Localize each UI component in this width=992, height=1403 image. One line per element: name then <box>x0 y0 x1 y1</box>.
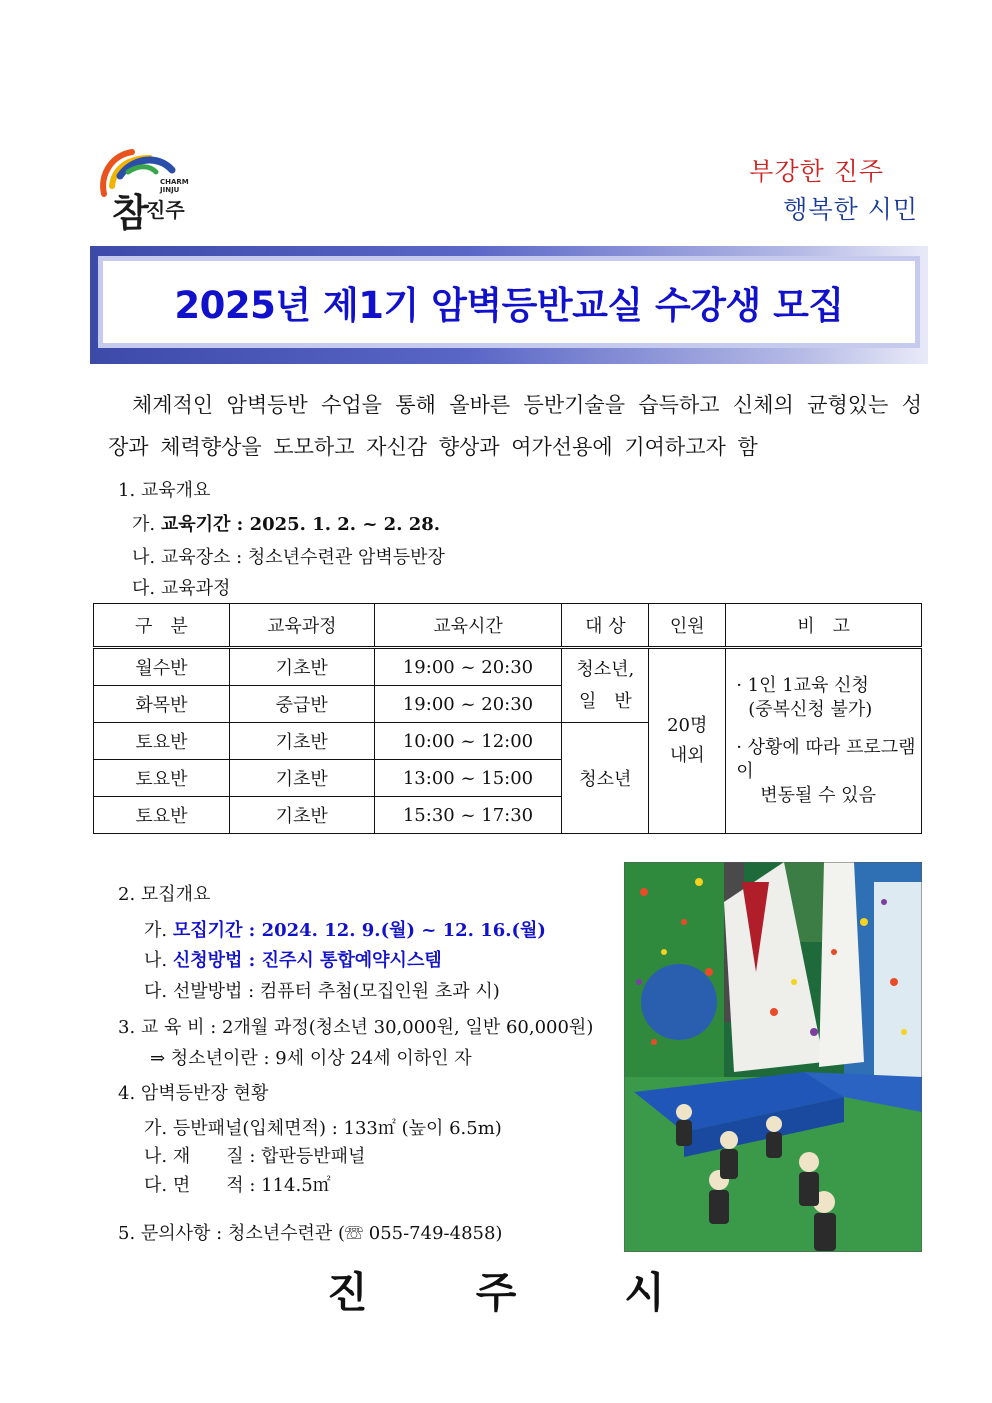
header-note: 비 고 <box>726 604 922 648</box>
cell-division: 토요반 <box>94 760 230 797</box>
section2-heading: 2. 모집개요 <box>118 884 211 905</box>
logo-ko-rest: 진주 <box>146 198 185 222</box>
section2-item-c: 다. 선발방법 : 컴퓨터 추첨(모집인원 초과 시) <box>144 981 500 1002</box>
cell-division: 토요반 <box>94 723 230 760</box>
section3-sub: ⇒ 청소년이란 : 9세 이상 24세 이하인 자 <box>150 1048 472 1069</box>
logo-en-line1: CHARM <box>160 178 189 186</box>
section4-item-a: 가. 등반패널(입체면적) : 133㎡ (높이 6.5m) <box>144 1118 502 1139</box>
climbing-wall-image <box>624 862 922 1252</box>
cell-course: 기초반 <box>229 648 374 686</box>
city-logo <box>98 146 198 235</box>
cell-course: 기초반 <box>229 797 374 834</box>
target-1-line2: 일 반 <box>578 690 632 712</box>
section3-line: 3. 교 육 비 : 2개월 과정(청소년 30,000원, 일반 60,000원) <box>118 1017 594 1038</box>
schedule-table <box>93 603 922 834</box>
cell-target-1 <box>562 648 649 723</box>
table-header-row <box>94 604 922 648</box>
section2-item-a <box>144 916 546 942</box>
cell-division: 월수반 <box>94 648 230 686</box>
capacity-line1: 20명 <box>667 715 708 736</box>
slogan-line2: 행복한 시민 <box>783 195 918 224</box>
cell-time: 10:00 ~ 12:00 <box>374 723 562 760</box>
cell-course: 중급반 <box>229 686 374 723</box>
section2-b-text: 신청방법 : 진주시 통합예약시스템 <box>172 950 442 971</box>
cell-time: 15:30 ~ 17:30 <box>374 797 562 834</box>
cell-course: 기초반 <box>229 760 374 797</box>
contact-line: 5. 문의사항 : 청소년수련관 (☏ 055-749-4858) <box>118 1223 503 1244</box>
note-2-line2: 변동될 수 있음 <box>760 785 876 806</box>
note-1-line2: (중복신청 불가) <box>748 699 873 720</box>
section1-item-c: 다. 교육과정 <box>132 578 231 599</box>
table-row <box>94 648 922 686</box>
header-target: 대 상 <box>562 604 649 648</box>
cell-division: 토요반 <box>94 797 230 834</box>
header-capacity: 인원 <box>649 604 726 648</box>
intro-paragraph: 체계적인 암벽등반 수업을 통해 올바른 등반기술을 습득하고 신체의 균형있는 성장과 체력향상을 도모하고 자신감 향상과 여가선용에 기여하고자 함 <box>108 393 922 459</box>
logo-en-line2: JINJU <box>160 186 180 194</box>
capacity-line2: 내외 <box>669 745 705 766</box>
section4-item-c: 다. 면 적 : 114.5㎡ <box>144 1175 331 1196</box>
section2-a-text: 모집기간 : 2024. 12. 9.(월) ~ 12. 16.(월) <box>172 920 546 941</box>
header-course: 교육과정 <box>229 604 374 648</box>
climbing-gym-photo <box>624 862 922 1252</box>
section2-item-b <box>144 946 442 972</box>
cell-time: 19:00 ~ 20:30 <box>374 686 562 723</box>
logo-ko-char: 참 <box>112 190 149 235</box>
issuer-signature: 진주시 <box>327 1268 773 1317</box>
section1-item-a <box>132 510 440 536</box>
section1-item-b: 나. 교육장소 : 청소년수련관 암벽등반장 <box>132 547 445 568</box>
cell-capacity <box>649 648 726 834</box>
page-title: 2025년 제1기 암벽등반교실 수강생 모집 <box>174 284 844 327</box>
section1-a-label: 교육기간 <box>160 514 231 535</box>
target-1-line1: 청소년, <box>576 658 635 680</box>
section4-heading: 4. 암벽등반장 현황 <box>118 1083 269 1104</box>
cell-time: 13:00 ~ 15:00 <box>374 760 562 797</box>
section1-heading: 1. 교육개요 <box>118 480 211 501</box>
slogan-line1: 부강한 진주 <box>749 157 884 186</box>
cell-note <box>726 648 922 834</box>
header-time: 교육시간 <box>374 604 562 648</box>
cell-time: 19:00 ~ 20:30 <box>374 648 562 686</box>
cell-division: 화목반 <box>94 686 230 723</box>
section2-b-prefix: 나. <box>144 950 173 971</box>
section1-a-value: : 2025. 1. 2. ~ 2. 28. <box>230 514 441 535</box>
cell-course: 기초반 <box>229 723 374 760</box>
cell-target-2: 청소년 <box>562 723 649 834</box>
note-1-line1: · 1인 1교육 신청 <box>736 675 869 696</box>
section2-a-prefix: 가. <box>144 920 173 941</box>
section1-a-prefix: 가. <box>132 514 161 535</box>
section4-item-b: 나. 재 질 : 합판등반패널 <box>144 1146 366 1167</box>
note-2-line1: · 상황에 따라 프로그램이 <box>736 737 916 782</box>
header-division: 구 분 <box>94 604 230 648</box>
